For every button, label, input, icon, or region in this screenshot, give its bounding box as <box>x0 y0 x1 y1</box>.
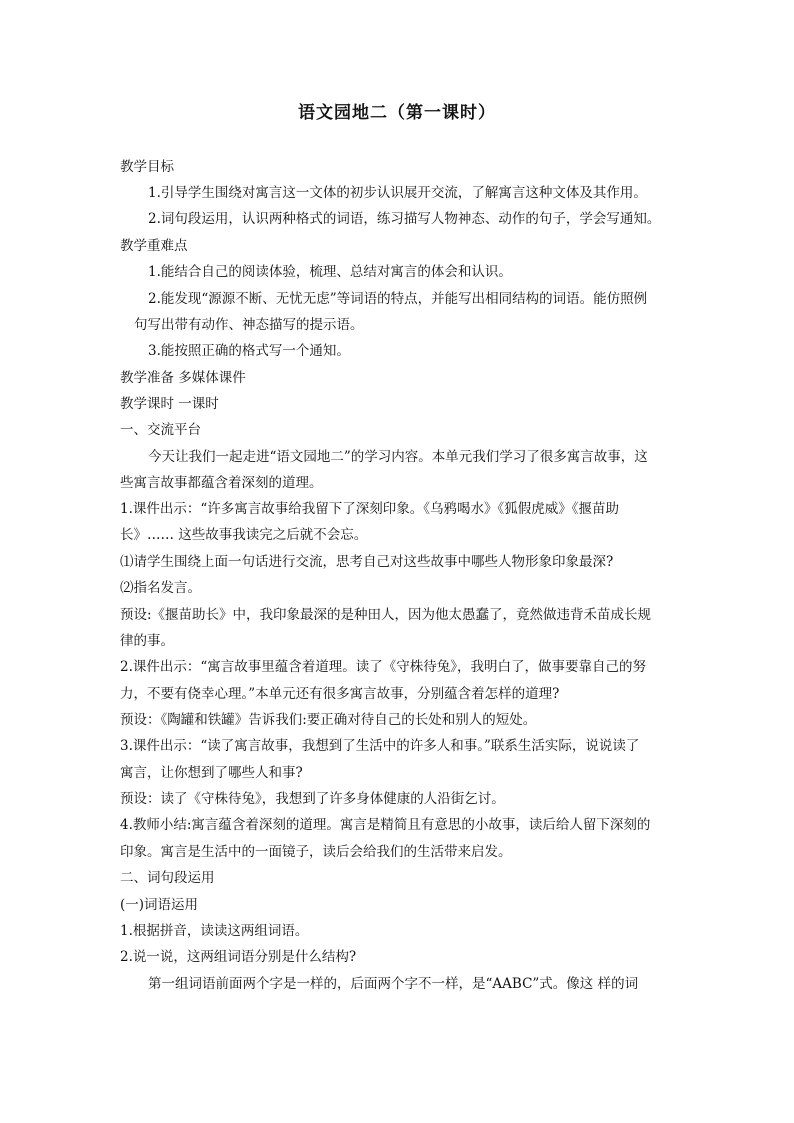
paragraph-line: 律的事。 <box>120 633 174 649</box>
paragraph-line: 句写出带有动作、神态描写的提示语。 <box>134 317 364 333</box>
paragraph-line: 长》…… 这些故事我读完之后就不会忘。 <box>120 527 368 543</box>
paragraph-line: 印象。寓言是生活中的一面镜子，读后会给我们的生活带来启发。 <box>120 844 512 860</box>
paragraph-line: 1.能结合自己的阅读体验，梳理、总结对寓言的体会和认识。 <box>148 264 512 280</box>
paragraph-line: 预设:《揠苗助长》中，我印象最深的是种田人，因为他太愚蠢了，竟然做违背禾苗成长规 <box>120 607 652 623</box>
paragraph-line: 4.教师小结:寓言蕴含着深刻的道理。寓言是精简且有意思的小故事，读后给人留下深刻的 <box>120 817 651 833</box>
paragraph-line: 寓言，让你想到了哪些人和事? <box>120 765 303 781</box>
section-heading: 教学课时 一课时 <box>120 396 219 412</box>
paragraph-line: 2.词句段运用，认识两种格式的词语，练习描写人物神态、动作的句子，学会写通知。 <box>148 211 661 227</box>
paragraph-line: 2.课件出示：“寓言故事里蕴含着道理。读了《守株待兔》，我明白了，做事要靠自己的努 <box>120 659 647 675</box>
section-heading: (一)词语运用 <box>120 897 199 913</box>
paragraph-line: 3.能按照正确的格式写一个通知。 <box>148 343 350 359</box>
paragraph-line: 1.根据拼音，读读这两组词语。 <box>120 923 309 939</box>
paragraph-line: 2.能发现“源源不断、无忧无虑”等词语的特点，并能写出相同结构的词语。能仿照例 <box>148 291 648 307</box>
paragraph-line: 预设：读了《守株待兔》，我想到了许多身体健康的人沿街乞讨。 <box>120 791 505 807</box>
paragraph-line: 力，不要有侥幸心理。”本单元还有很多寓言故事，分别蕴含着怎样的道理? <box>120 686 560 702</box>
paragraph-line: 预设：《陶罐和铁罐》告诉我们:要正确对待自己的长处和别人的短处。 <box>120 712 537 728</box>
section-heading: 教学目标 <box>120 159 174 175</box>
paragraph-line: ⑵指名发言。 <box>120 580 201 596</box>
section-heading: 二、词句段运用 <box>120 870 215 886</box>
paragraph-line: 3.课件出示：“读了寓言故事，我想到了生活中的许多人和事。”联系生活实际，说说读了 <box>120 738 640 754</box>
section-heading: 一、交流平台 <box>120 422 201 438</box>
paragraph-line: 1.引导学生围绕对寓言这一文体的初步认识展开交流，了解寓言这种文体及其作用。 <box>148 185 647 201</box>
section-heading: 教学重难点 <box>120 238 188 254</box>
paragraph-line: ⑴请学生围绕上面一句话进行交流，思考自己对这些故事中哪些人物形象印象最深? <box>120 554 614 570</box>
paragraph-line: 第一组词语前面两个字是一样的，后面两个字不一样，是“AABC”式。像这 样的词 <box>148 976 639 992</box>
paragraph-line: 些寓言故事都蕴含着深刻的道理。 <box>120 475 323 491</box>
paragraph-line: 2.说一说，这两组词语分别是什么结构? <box>120 949 357 965</box>
paragraph-line: 今天让我们一起走进“语文园地二”的学习内容。本单元我们学习了很多寓言故事，这 <box>148 449 648 465</box>
page-title: 语文园地二（第一课时） <box>298 103 496 123</box>
section-heading: 教学准备 多媒体课件 <box>120 370 246 386</box>
paragraph-line: 1.课件出示：“许多寓言故事给我留下了深刻印象。《乌鸦喝水》《狐假虎威》《揠苗助 <box>120 501 620 517</box>
